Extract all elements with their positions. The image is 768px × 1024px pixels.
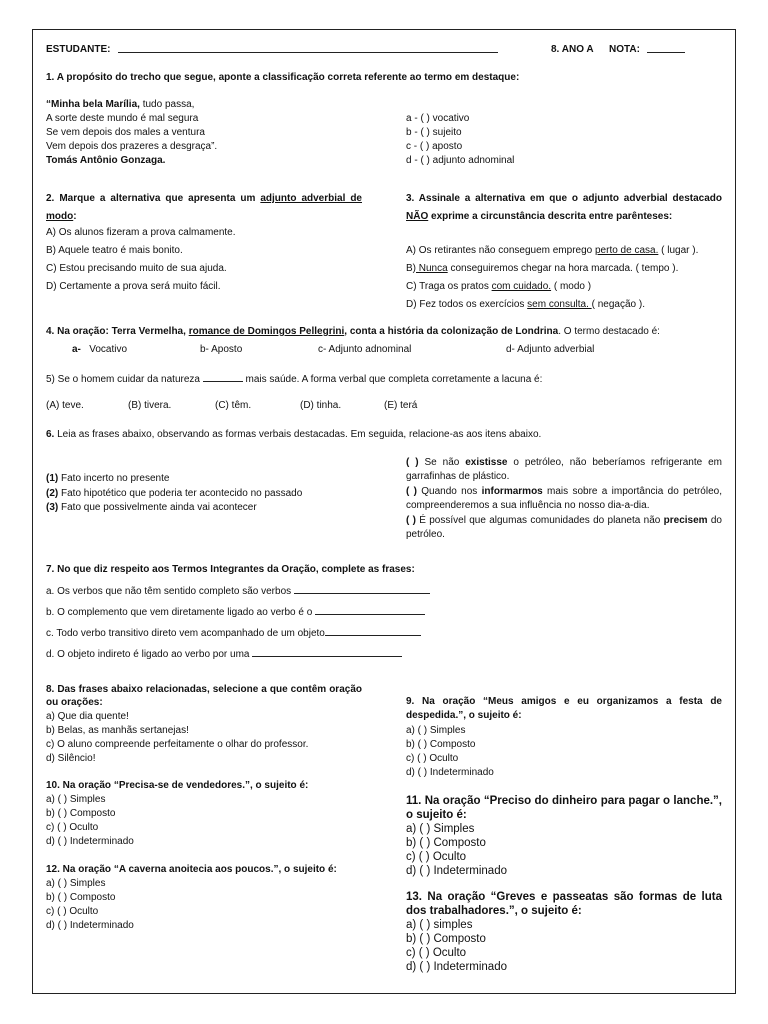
q7-blank-b[interactable] <box>315 605 425 615</box>
q3-option-d[interactable]: D) Fez todos os exercícios sem consulta. ( negação ). <box>406 299 646 310</box>
q8-option-d[interactable]: d) Silêncio! <box>46 753 96 764</box>
q8-option-c[interactable]: c) O aluno compreende perfeitamente o olhar do professor. <box>46 739 309 750</box>
q2-option-a[interactable]: A) Os alunos fizeram a prova calmamente. <box>46 227 236 238</box>
q10-option-c[interactable]: c) ( ) Oculto <box>46 822 99 833</box>
q10-option-d[interactable]: d) ( ) Indeterminado <box>46 836 134 847</box>
q3-option-a[interactable]: A) Os retirantes não conseguem emprego perto de casa. ( lugar ). <box>406 245 699 256</box>
q1-poem-line4: Vem depois dos prazeres a desgraça”. <box>46 141 218 152</box>
q5-option-d[interactable]: (D) tinha. <box>300 400 342 411</box>
q1-option-c[interactable]: c - ( ) aposto <box>406 141 463 152</box>
q10-prompt: 10. Na oração “Precisa-se de vendedores.”, o sujeito é: <box>46 780 309 791</box>
q8-option-a[interactable]: a) Que dia quente! <box>46 711 129 722</box>
q2-prompt: 2. Marque a alternativa que apresenta um adjunto adverbial de modo: <box>46 193 362 222</box>
q4-option-c[interactable]: c- Adjunto adnominal <box>318 344 412 355</box>
q5-prompt: 5) Se o homem cuidar da natureza mais saúde. A forma verbal que completa corretamente a lacuna é: <box>46 374 543 385</box>
q9-option-a[interactable]: a) ( ) Simples <box>406 725 466 736</box>
q13-option-c[interactable]: c) ( ) Oculto <box>406 947 467 959</box>
q5-option-b[interactable]: (B) tivera. <box>128 400 172 411</box>
q2-option-d[interactable]: D) Certamente a prova será muito fácil. <box>46 281 221 292</box>
q1-prompt: 1. A propósito do trecho que segue, aponte a classificação correta referente ao termo em destaque: <box>46 72 520 83</box>
q12-option-c[interactable]: c) ( ) Oculto <box>46 906 99 917</box>
q9-option-b[interactable]: b) ( ) Composto <box>406 739 476 750</box>
q5-option-a[interactable]: (A) teve. <box>46 400 84 411</box>
q10-option-a[interactable]: a) ( ) Simples <box>46 794 106 805</box>
q11-option-a[interactable]: a) ( ) Simples <box>406 823 475 835</box>
q9-option-c[interactable]: c) ( ) Oculto <box>406 753 459 764</box>
q4-option-a[interactable]: a- Vocativo <box>72 344 128 355</box>
q1-highlighted-term: “Minha bela Marília, <box>46 99 140 110</box>
q6-prompt: 6. Leia as frases abaixo, observando as formas verbais destacadas. Em seguida, relacione-as aos itens abaixo. <box>46 429 542 440</box>
q2-option-b[interactable]: B) Aquele teatro é mais bonito. <box>46 245 183 256</box>
q4-option-b[interactable]: b- Aposto <box>200 344 243 355</box>
q13-prompt: 13. Na oração “Greves e passeatas são formas de luta dos trabalhadores.”, o sujeito é: <box>406 891 722 917</box>
q3-option-b[interactable]: B) Nunca conseguiremos chegar na hora marcada. ( tempo ). <box>406 263 679 274</box>
q1-poem-line1: “Minha bela Marília, tudo passa, <box>46 99 195 110</box>
grade-label: NOTA: <box>609 44 640 55</box>
q1-option-b[interactable]: b - ( ) sujeito <box>406 127 462 138</box>
q8-option-b[interactable]: b) Belas, as manhãs sertanejas! <box>46 725 189 736</box>
q7-line-d: d. O objeto indireto é ligado ao verbo por uma <box>46 647 402 662</box>
q4-highlighted-term: romance de Domingos Pellegrini <box>188 326 345 337</box>
student-name-line[interactable] <box>118 52 498 53</box>
q4-prompt: 4. Na oração: Terra Vermelha, romance de Domingos Pellegrini, conta a história da colonização de Londrina. O termo destacado é: <box>46 326 660 337</box>
q11-option-b[interactable]: b) ( ) Composto <box>406 837 486 849</box>
q6-item-2: (2) Fato hipotético que poderia ter acontecido no passado <box>46 488 303 499</box>
q6-item-1: (1) Fato incerto no presente <box>46 473 170 484</box>
q1-poem-line2: A sorte deste mundo é mal segura <box>46 113 199 124</box>
q12-option-d[interactable]: d) ( ) Indeterminado <box>46 920 134 931</box>
q12-option-b[interactable]: b) ( ) Composto <box>46 892 116 903</box>
q6-sentence-2[interactable]: ( ) Quando nos informarmos mais sobre a importância do petróleo, compreenderemos a sua influência no nosso dia-a-dia. <box>406 486 722 511</box>
q10-option-b[interactable]: b) ( ) Composto <box>46 808 116 819</box>
q1-option-a[interactable]: a - ( ) vocativo <box>406 113 470 124</box>
q9-prompt: 9. Na oração “Meus amigos e eu organizamos a festa de despedida.”, o sujeito é: <box>406 696 722 721</box>
q1-author: Tomás Antônio Gonzaga. <box>46 155 166 166</box>
q11-option-c[interactable]: c) ( ) Oculto <box>406 851 467 863</box>
q5-option-c[interactable]: (C) têm. <box>215 400 252 411</box>
q7-blank-c[interactable] <box>325 626 421 636</box>
q3-prompt: 3. Assinale a alternativa em que o adjunto adverbial destacado NÃO exprime a circunstância descrita entre parênteses: <box>406 193 722 222</box>
q3-option-c[interactable]: C) Traga os pratos com cuidado. ( modo ) <box>406 281 592 292</box>
class-label: 8. ANO A <box>551 44 594 55</box>
q11-prompt: 11. Na oração “Preciso do dinheiro para pagar o lanche.”, o sujeito é: <box>406 795 722 821</box>
q9-option-d[interactable]: d) ( ) Indeterminado <box>406 767 494 778</box>
q7-blank-d[interactable] <box>252 647 402 657</box>
q6-sentence-1[interactable]: ( ) Se não existisse o petróleo, não beberíamos refrigerante em garrafinhas de plástico. <box>406 457 722 482</box>
q1-poem-line3: Se vem depois dos males a ventura <box>46 127 205 138</box>
q12-prompt: 12. Na oração “A caverna anoitecia aos poucos.”, o sujeito é: <box>46 864 337 875</box>
q7-blank-a[interactable] <box>294 584 430 594</box>
q13-option-b[interactable]: b) ( ) Composto <box>406 933 486 945</box>
student-label: ESTUDANTE: <box>46 44 111 55</box>
q7-line-b: b. O complemento que vem diretamente ligado ao verbo é o <box>46 605 425 620</box>
q2-option-c[interactable]: C) Estou precisando muito de sua ajuda. <box>46 263 227 274</box>
q11-option-d[interactable]: d) ( ) Indeterminado <box>406 865 507 877</box>
q7-prompt: 7. No que diz respeito aos Termos Integrantes da Oração, complete as frases: <box>46 564 415 575</box>
q13-option-a[interactable]: a) ( ) simples <box>406 919 473 931</box>
q7-line-c: c. Todo verbo transitivo direto vem acompanhado de um objeto <box>46 626 421 641</box>
q5-option-e[interactable]: (E) terá <box>384 400 418 411</box>
q8-prompt: 8. Das frases abaixo relacionadas, selecione a que contêm oração ou orações: <box>46 684 362 708</box>
q7-line-a: a. Os verbos que não têm sentido completo são verbos <box>46 584 430 599</box>
grade-line[interactable] <box>647 52 685 53</box>
q6-item-3: (3) Fato que possivelmente ainda vai acontecer <box>46 502 257 513</box>
q13-option-d[interactable]: d) ( ) Indeterminado <box>406 961 507 973</box>
q4-option-d[interactable]: d- Adjunto adverbial <box>506 344 595 355</box>
q5-blank[interactable] <box>203 372 243 382</box>
q12-option-a[interactable]: a) ( ) Simples <box>46 878 106 889</box>
q1-option-d[interactable]: d - ( ) adjunto adnominal <box>406 155 515 166</box>
q6-sentence-3[interactable]: ( ) É possível que algumas comunidades do planeta não precisem do petróleo. <box>406 515 722 540</box>
